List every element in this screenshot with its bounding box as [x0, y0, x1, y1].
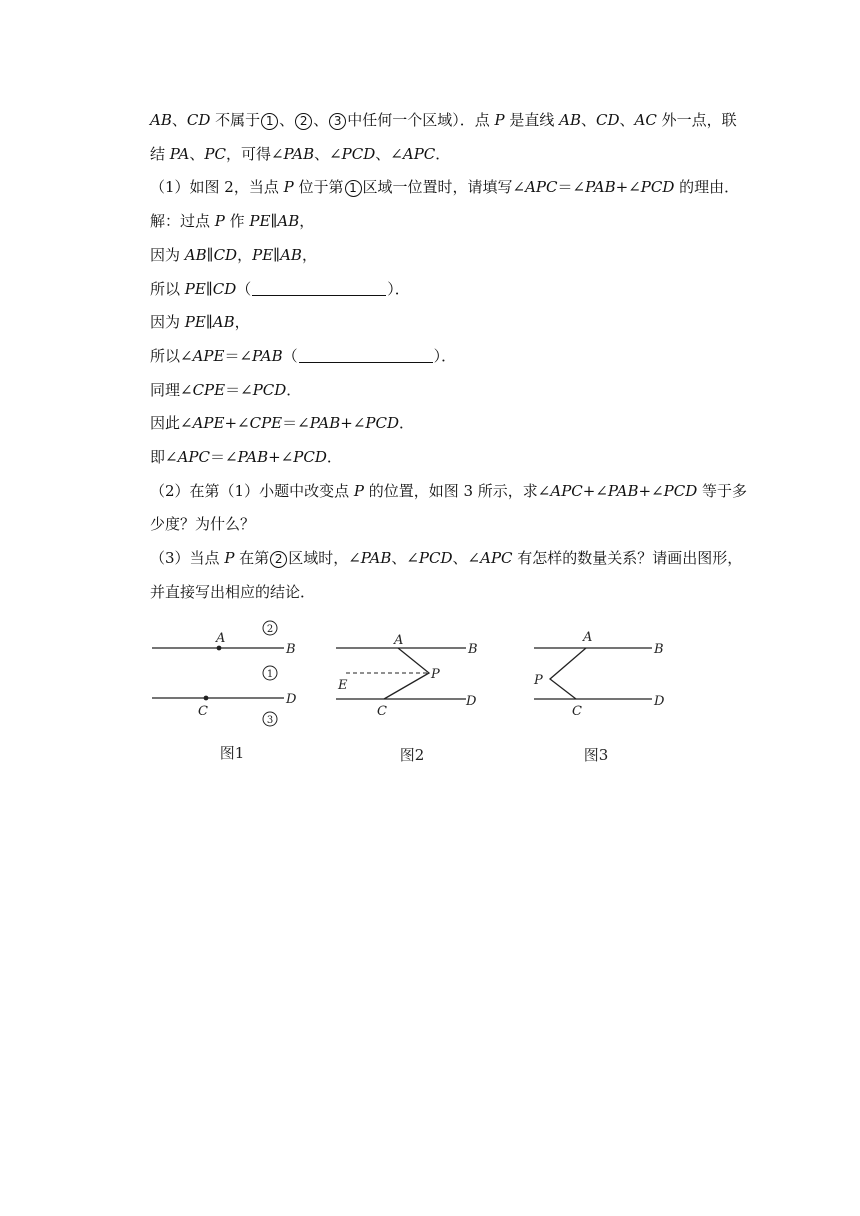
- region-number: 2: [295, 113, 312, 130]
- text-line-9: [150, 374, 750, 408]
- fig1-caption: 图1: [219, 744, 245, 762]
- svg-text:2: 2: [266, 624, 274, 635]
- fig2-caption: 图2: [399, 746, 425, 764]
- math-variable: P: [224, 549, 235, 568]
- math-variable: APE: [192, 346, 225, 365]
- text-run: ．: [286, 380, 302, 399]
- math-variable: APC: [550, 481, 583, 500]
- math-variable: APC: [177, 448, 210, 467]
- text-run: ＝∠: [209, 448, 238, 467]
- math-variable: APC: [480, 549, 513, 568]
- text-line-14: [150, 542, 750, 576]
- text-run: 、: [313, 111, 329, 129]
- math-variable: PA: [169, 144, 190, 163]
- text-run: ）．: [433, 346, 457, 365]
- fig3-label-p: P: [534, 673, 543, 688]
- math-variable: CPE: [192, 380, 226, 399]
- text-line-12: [150, 475, 750, 509]
- math-variable: PE: [184, 313, 206, 332]
- text-run: 位于第: [293, 178, 344, 197]
- region-number: 1: [261, 113, 278, 130]
- math-variable: PAB: [607, 481, 639, 500]
- text-run: 、: [171, 111, 187, 129]
- fig3-angle-apc: [550, 648, 586, 699]
- fig3-label-a: A: [583, 630, 593, 645]
- figures: [140, 612, 700, 772]
- math-variable: PAB: [585, 178, 616, 197]
- fig1-region-2-circle: [263, 621, 277, 635]
- text-run: 、∠: [375, 144, 403, 163]
- fig1-region-1-circle: [263, 666, 277, 680]
- text-run: 解：过点: [150, 212, 215, 231]
- text-run: ∥: [270, 212, 278, 231]
- fig2-label-c: C: [377, 704, 387, 719]
- math-variable: PE: [252, 245, 274, 264]
- fig3-label-c: C: [572, 704, 582, 719]
- text-run: +∠: [615, 178, 641, 197]
- fig1-label-d: D: [286, 692, 297, 707]
- text-line-5: [150, 239, 750, 273]
- text-run: 区域时，∠: [288, 549, 361, 568]
- fig1-label-b: B: [286, 642, 296, 657]
- text-run: 即∠: [150, 448, 178, 467]
- text-run: 所以: [150, 279, 185, 298]
- text-run: ＝∠: [557, 178, 586, 197]
- text-run: ＝∠: [225, 380, 253, 399]
- math-variable: APE: [192, 414, 225, 433]
- math-variable: PAB: [252, 346, 283, 365]
- problem-text: [150, 104, 750, 610]
- math-variable: P: [283, 178, 294, 197]
- text-run: ∥: [205, 279, 213, 298]
- fig3-label-b: B: [654, 642, 664, 657]
- math-variable: AB: [559, 111, 581, 129]
- text-line-1: [150, 104, 750, 138]
- text-run: 等于多: [697, 481, 748, 500]
- text-run: ＝∠: [224, 346, 253, 365]
- text-run: 的位置，如图 3 所示，求∠: [363, 481, 551, 500]
- text-run: 、: [189, 144, 205, 163]
- math-variable: AB: [277, 212, 300, 231]
- math-variable: PCD: [341, 144, 376, 163]
- math-variable: PCD: [418, 549, 453, 568]
- text-run: （3）当点: [150, 549, 225, 568]
- answer-blank[interactable]: [299, 347, 433, 363]
- text-run: ，: [234, 313, 250, 332]
- math-variable: AB: [184, 245, 207, 264]
- fig1-label-a: A: [216, 631, 226, 646]
- text-run: ，: [301, 245, 317, 264]
- text-run: 的理由．: [674, 178, 740, 197]
- math-variable: PCD: [252, 380, 287, 399]
- svg-text:3: 3: [266, 715, 274, 726]
- text-run: ＝∠: [282, 414, 310, 433]
- figure-3: [534, 648, 652, 699]
- text-run: 、∠: [314, 144, 342, 163]
- text-run: +∠: [224, 414, 250, 433]
- answer-blank[interactable]: [252, 280, 386, 296]
- fig1-region-3-circle: [263, 712, 277, 726]
- fig3-caption: 图3: [583, 746, 609, 764]
- text-line-4: [150, 205, 750, 239]
- region-number: 1: [345, 180, 362, 197]
- text-run: （: [282, 346, 298, 365]
- math-variable: APC: [525, 178, 558, 197]
- math-variable: PCD: [640, 178, 675, 197]
- text-run: 同理∠: [150, 380, 193, 399]
- text-run: 在第: [234, 549, 270, 568]
- math-variable: AB: [212, 313, 235, 332]
- fig1-point-c: [204, 696, 209, 701]
- fig2-label-a: A: [394, 633, 404, 648]
- math-variable: AC: [634, 111, 657, 129]
- math-variable: PCD: [365, 414, 400, 433]
- text-run: ，: [299, 212, 315, 231]
- text-run: 因为: [150, 245, 185, 264]
- text-run: 不属于: [210, 111, 261, 129]
- math-variable: PAB: [360, 549, 392, 568]
- math-variable: CPE: [249, 414, 283, 433]
- math-variable: APC: [402, 144, 436, 163]
- text-run: （1）如图 2，当点: [150, 178, 284, 197]
- math-variable: PC: [204, 144, 226, 163]
- text-run: 中任何一个区域）．点: [347, 111, 495, 129]
- text-run: 并直接写出相应的结论．: [150, 582, 316, 601]
- math-variable: AB: [150, 111, 172, 129]
- text-run: 、: [279, 111, 295, 129]
- text-line-6: [150, 273, 750, 307]
- text-run: 有怎样的数量关系？请画出图形，: [512, 549, 743, 568]
- text-line-15: [150, 576, 750, 610]
- text-line-11: [150, 441, 750, 475]
- text-run: 因为: [150, 313, 185, 332]
- fig2-label-d: D: [466, 694, 477, 709]
- text-run: +∠: [340, 414, 366, 433]
- math-variable: CD: [212, 279, 237, 298]
- math-variable: CD: [186, 111, 211, 129]
- text-run: 、∠: [391, 549, 419, 568]
- fig3-label-d: D: [654, 694, 665, 709]
- text-run: ．: [435, 144, 451, 163]
- math-variable: PCD: [293, 448, 327, 467]
- text-run: 少度？为什么？: [150, 515, 256, 534]
- text-run: （: [236, 279, 252, 298]
- text-line-8: [150, 340, 750, 374]
- text-line-7: [150, 306, 750, 340]
- text-run: ，可得∠: [225, 144, 284, 163]
- fig2-label-b: B: [468, 642, 478, 657]
- fig1-label-c: C: [198, 704, 208, 719]
- text-run: 因此∠: [150, 414, 193, 433]
- text-run: ∥: [273, 245, 281, 264]
- fig2-label-p: P: [431, 667, 440, 682]
- region-number: 3: [329, 113, 346, 130]
- math-variable: P: [494, 111, 505, 129]
- math-variable: PAB: [237, 448, 269, 467]
- text-run: +∠: [638, 481, 664, 500]
- math-variable: PE: [184, 279, 206, 298]
- math-variable: PCD: [663, 481, 698, 500]
- text-run: 区域一位置时，请填写∠: [362, 178, 526, 197]
- math-variable: CD: [213, 245, 238, 264]
- text-run: 作: [224, 212, 250, 231]
- math-variable: PAB: [283, 144, 315, 163]
- math-variable: PAB: [309, 414, 341, 433]
- text-run: 是直线: [504, 111, 560, 129]
- text-line-10: [150, 407, 750, 441]
- text-run: （2）在第（1）小题中改变点: [150, 481, 354, 500]
- text-run: 结: [150, 144, 170, 163]
- text-run: ）．: [387, 279, 410, 298]
- text-run: +∠: [268, 448, 294, 467]
- math-variable: CD: [596, 111, 620, 129]
- region-number: 2: [270, 551, 287, 568]
- figure-2: [336, 648, 466, 699]
- svg-text:1: 1: [266, 669, 274, 680]
- text-line-2: [150, 138, 750, 172]
- text-run: ∥: [205, 313, 213, 332]
- text-run: ．: [399, 414, 415, 433]
- text-line-3: [150, 171, 750, 205]
- fig1-point-a: [217, 646, 222, 651]
- text-run: 外一点，联: [656, 111, 737, 129]
- math-variable: PE: [249, 212, 271, 231]
- text-run: 、: [619, 111, 635, 129]
- text-run: 所以∠: [150, 346, 193, 365]
- text-run: 、∠: [452, 549, 481, 568]
- text-run: 、: [580, 111, 596, 129]
- text-run: ∥: [206, 245, 214, 264]
- text-run: ，: [237, 245, 253, 264]
- text-run: ．: [326, 448, 342, 467]
- text-line-13: [150, 508, 750, 542]
- fig2-label-e: E: [338, 678, 348, 693]
- text-run: +∠: [582, 481, 608, 500]
- math-variable: P: [353, 481, 364, 500]
- math-variable: P: [214, 212, 225, 231]
- math-variable: AB: [280, 245, 302, 264]
